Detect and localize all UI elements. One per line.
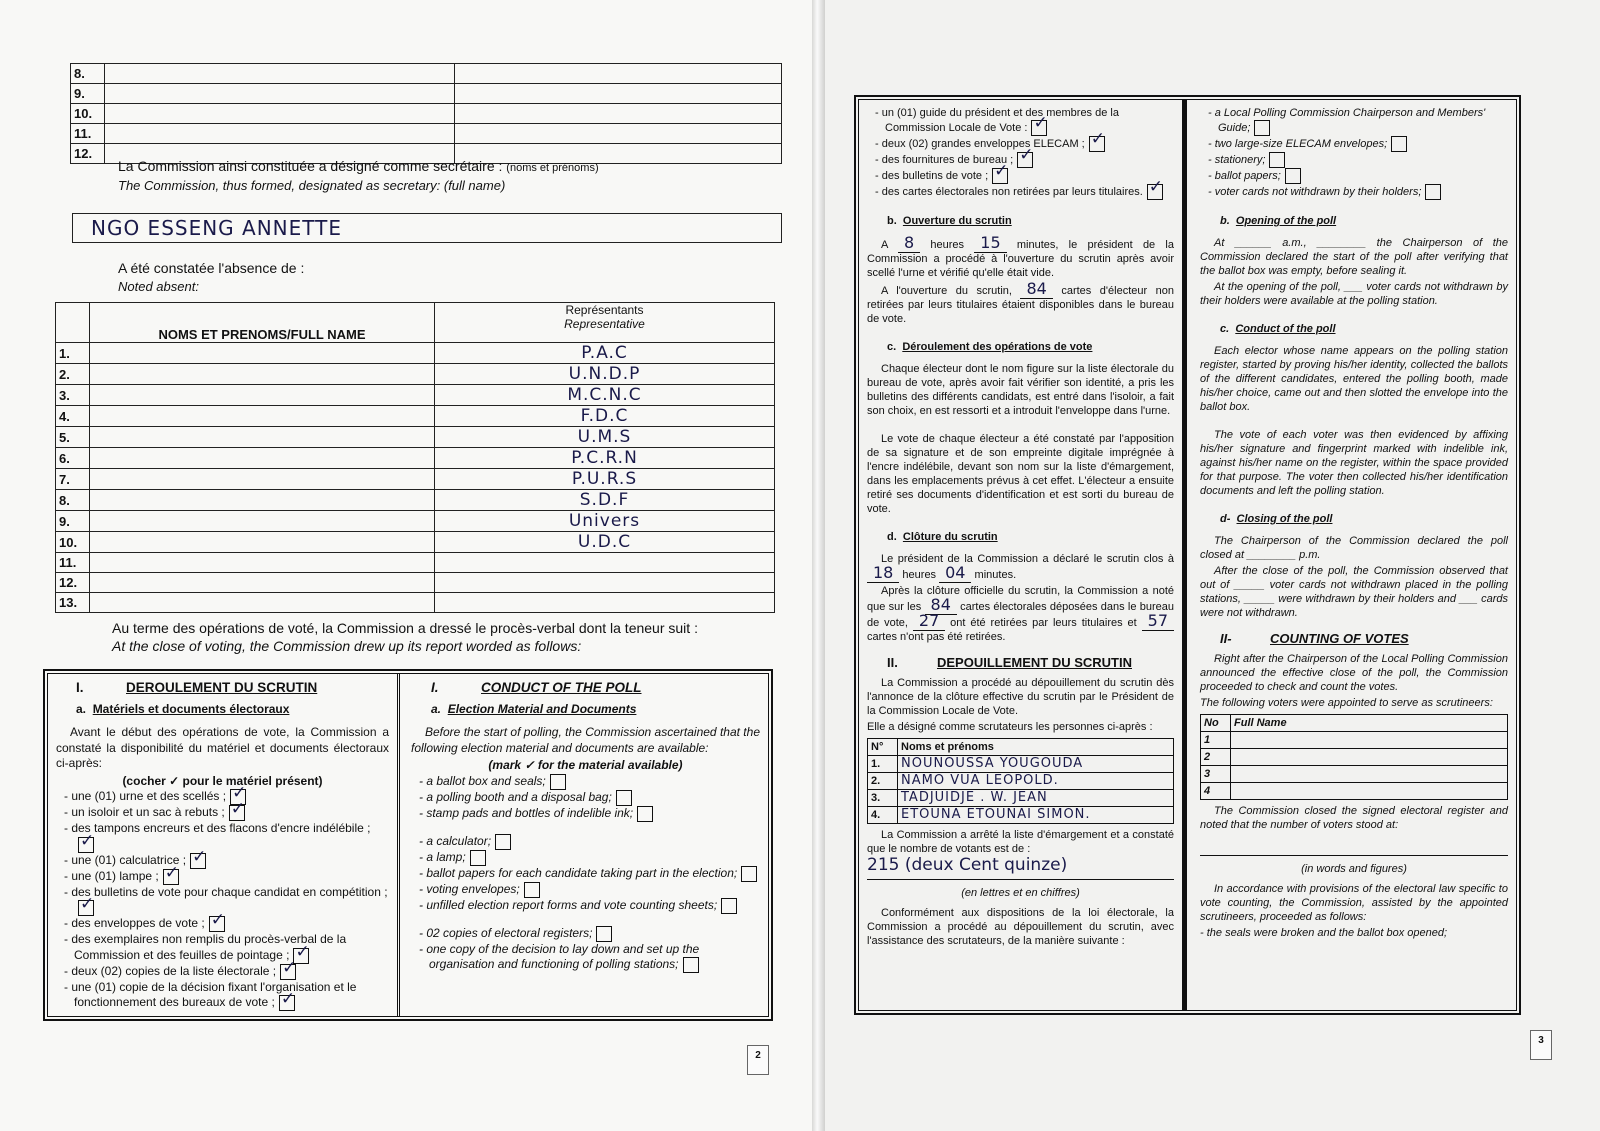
material-item: - des enveloppes de vote ;✓ — [62, 916, 389, 932]
secretary-label-fr: La Commission ainsi constituée a désigné comme secrétaire : (noms et prénoms) — [118, 158, 599, 174]
material-item: - des bulletins de vote pour chaque candidat en compétition ;✓ — [62, 885, 389, 917]
page-number: 3 — [1530, 1030, 1552, 1060]
table-row: 1. NOUNOUSSA YOUGOUDA — [868, 756, 1174, 773]
table-row: 5. U.M.S — [56, 427, 775, 448]
absent-rep-cell[interactable]: U.M.S — [435, 427, 775, 448]
counting-title-fr: II. DEPOUILLEMENT DU SCRUTIN — [887, 655, 1132, 670]
closing-title-fr: d. Clôture du scrutin — [887, 531, 998, 543]
table-row: 8. — [71, 64, 782, 84]
checkbox[interactable] — [1254, 120, 1270, 136]
conduct-paragraph-fr: Le vote de chaque électeur a été constaté par l'apposition de sa signature et de son empreinte digitale imprégnée à l'encre indélébile, devant son nom sur la liste d'émargement, dans les emplacements prévus à cet effet. L'électeur a ensuite retiré ses documents d'identification et est sorti du bureau de vote. — [867, 433, 1174, 515]
table-row: 11. — [56, 553, 775, 573]
conduct-paragraph-fr: Chaque électeur dont le nom figure sur la liste électorale du bureau de vote, après avoir fait vérifier son identité, a pris les bulletins des différents candidats, est entré dans l'isoloir, a fait son choix, en est ressorti et a introduit l'enveloppe dans l'urne. — [867, 363, 1174, 417]
cards-total-field[interactable]: 84 — [925, 595, 957, 615]
counting-title-en: II- COUNTING OF VOTES — [1220, 631, 1409, 646]
checkbox[interactable] — [495, 834, 511, 850]
absent-table — [55, 302, 775, 613]
subsection-title-en: a. Election Material and Documents — [431, 701, 637, 716]
intro-paragraph-en: Before the start of polling, the Commission ascertained that the following election material and documents are available: — [411, 725, 760, 755]
subsection-title-fr: a. Matériels et documents électoraux — [76, 701, 290, 716]
absent-rep-cell[interactable] — [435, 573, 775, 593]
absent-name-cell[interactable] — [90, 511, 435, 532]
absent-rep-cell[interactable]: S.D.F — [435, 490, 775, 511]
checkbox-checked[interactable] — [78, 837, 94, 853]
page-number: 2 — [747, 1045, 769, 1075]
absent-name-cell[interactable] — [90, 593, 435, 613]
report-intro-fr: Au terme des opérations de voté, la Commission a dressé le procès-verbal dont la teneur suit : — [112, 620, 698, 636]
checkbox[interactable] — [637, 806, 653, 822]
material-item: - un (01) guide du président et des membres de la Commission Locale de Vote :✓ — [873, 106, 1174, 136]
material-item: - a Local Polling Commission Chairperson and Members' Guide; — [1206, 106, 1508, 136]
opening-title-en: b. Opening of the poll — [1220, 215, 1337, 227]
section-title-fr: I. DEROULEMENT DU SCRUTIN — [76, 680, 318, 695]
material-item: - ballot papers; — [1206, 168, 1508, 184]
scrutineers-table-fr: N° Noms et prénoms 1. NOUNOUSSA YOUGOUDA 2. NAMO VUA LEOPOLD. 3. TADJUIDJE . W. JEAN 4. ETOUNA ETOUNAI SIMON. — [867, 738, 1174, 824]
absent-name-cell[interactable] — [90, 532, 435, 553]
opening-cards-paragraph-en: At the opening of the poll, ___ voter cards not withdrawn by their holders were available at the polling station. — [1200, 281, 1508, 307]
conduct-title-en: c. Conduct of the poll — [1220, 323, 1336, 335]
table-row: 3. TADJUIDJE . W. JEAN — [868, 790, 1174, 807]
table-row: 8. S.D.F — [56, 490, 775, 511]
table-row: 12. — [56, 573, 775, 593]
absent-rep-cell[interactable]: U.N.D.P — [435, 364, 775, 385]
conduct-paragraph-en: The vote of each voter was then evidenced by affixing his/her signature and fingerprint marked with indelible ink, against his/her name on the register, within the space provided for that purpose. The voter then collected his/her identification documents and left the polling station. — [1200, 429, 1508, 497]
absent-name-cell[interactable] — [90, 385, 435, 406]
book-gutter — [812, 0, 825, 1131]
material-item: - voter cards not withdrawn by their holders; — [1206, 184, 1508, 200]
scrutineer-name-cell[interactable] — [1231, 732, 1508, 749]
material-item: - un isoloir et un sac à rebuts ;✓ — [62, 805, 389, 821]
material-item: - two large-size ELECAM envelopes; — [1206, 136, 1508, 152]
absent-name-cell[interactable] — [90, 448, 435, 469]
scrutineer-name-cell[interactable] — [1231, 783, 1508, 800]
absent-name-cell[interactable] — [90, 573, 435, 593]
member-name-cell[interactable] — [105, 64, 455, 84]
column-english — [1192, 100, 1516, 1010]
material-item: - stationery; — [1206, 152, 1508, 168]
material-item: - des fournitures de bureau ;✓ — [873, 152, 1174, 168]
conduct-of-poll-frame — [44, 670, 772, 1020]
checkbox-checked[interactable] — [1147, 184, 1163, 200]
opening-minutes-field[interactable]: 15 — [974, 233, 1006, 253]
absent-rep-cell[interactable]: P.C.R.N — [435, 448, 775, 469]
checkbox[interactable] — [741, 866, 757, 882]
table-row: 12. — [71, 144, 782, 164]
material-item: - 02 copies of electoral registers; — [417, 926, 760, 942]
checkbox-checked[interactable] — [1089, 136, 1105, 152]
scrutineer-name-cell[interactable]: TADJUIDJE . W. JEAN — [898, 790, 1174, 807]
table-row: 6. P.C.R.N — [56, 448, 775, 469]
table-row: 3 — [1201, 766, 1508, 783]
checkbox-checked[interactable] — [163, 869, 179, 885]
opening-title-fr: b. Ouverture du scrutin — [887, 215, 1012, 227]
checkbox[interactable] — [616, 790, 632, 806]
material-item: - des exemplaires non remplis du procès-verbal de la Commission et des feuilles de pointage ;✓ — [62, 932, 389, 964]
voters-count-field-en[interactable] — [1200, 834, 1508, 856]
cards-not-withdrawn-field[interactable]: 57 — [1142, 611, 1174, 631]
report-intro-en: At the close of voting, the Commission drew up its report worded as follows: — [112, 638, 582, 654]
scrutineers-table-en: No Full Name 1 2 3 4 — [1200, 714, 1508, 800]
member-name-cell[interactable] — [105, 84, 455, 104]
table-row: 3. M.C.N.C — [56, 385, 775, 406]
checkbox[interactable] — [470, 850, 486, 866]
closing-minutes-field[interactable]: 04 — [939, 563, 971, 583]
voters-label-fr: La Commission a arrêté la liste d'émargement et a constaté que le nombre de votants est de : — [867, 829, 1174, 855]
checkbox[interactable] — [1285, 168, 1301, 184]
secretary-name: NGO ESSENG ANNETTE — [91, 216, 342, 240]
member-role-cell[interactable] — [455, 104, 782, 124]
checkbox-checked[interactable] — [78, 900, 94, 916]
table-row: 9. Univers — [56, 511, 775, 532]
member-role-cell[interactable] — [455, 124, 782, 144]
material-item: - une (01) calculatrice ;✓ — [62, 853, 389, 869]
scrutineer-name-cell[interactable]: ETOUNA ETOUNAI SIMON. — [898, 807, 1174, 824]
table-row: 9. — [71, 84, 782, 104]
checkbox-checked[interactable] — [209, 916, 225, 932]
material-item: - unfilled election report forms and vote counting sheets; — [417, 898, 760, 914]
material-item: - a ballot box and seals; — [417, 774, 760, 790]
conduct-title-fr: c. Déroulement des opérations de vote — [887, 341, 1093, 353]
member-role-cell[interactable] — [455, 84, 782, 104]
material-item: - des bulletins de vote ;✓ — [873, 168, 1174, 184]
secretary-field[interactable] — [72, 213, 782, 243]
material-item: - des tampons encreurs et des flacons d'encre indélébile ;✓ — [62, 821, 389, 853]
intro-paragraph-fr: Avant le début des opérations de vote, la Commission a constaté la disponibilité du matériel et documents électoraux ci-après: — [56, 725, 389, 770]
table-row: 1. P.A.C — [56, 343, 775, 364]
scrutineer-name-cell[interactable]: NAMO VUA LEOPOLD. — [898, 773, 1174, 790]
checkbox[interactable] — [1425, 184, 1441, 200]
column-english — [403, 674, 768, 1016]
checkbox[interactable] — [524, 882, 540, 898]
table-row: 10. U.D.C — [56, 532, 775, 553]
table-row: 13. — [56, 593, 775, 613]
voters-hint-fr: (en lettres et en chiffres) — [961, 887, 1080, 899]
checkbox-checked[interactable] — [280, 964, 296, 980]
cards-withdrawn-field[interactable]: 27 — [913, 611, 945, 631]
material-item: - a lamp; — [417, 850, 760, 866]
closing-hours-field[interactable]: 18 — [867, 563, 899, 583]
material-item: - stamp pads and bottles of indelible ink; — [417, 806, 760, 822]
opening-paragraph-fr: A 8 heures 15 minutes, le président de la Commission a procédé à l'ouverture du scrutin après avoir scellé l'urne et vérifié qu'elle était vide. — [867, 233, 1174, 279]
voters-label-en: The Commission closed the signed electoral register and noted that the number of voters stood at: — [1200, 805, 1508, 831]
member-name-cell[interactable] — [105, 104, 455, 124]
member-role-cell[interactable] — [455, 64, 782, 84]
checkbox[interactable] — [596, 926, 612, 942]
absent-name-cell[interactable] — [90, 343, 435, 364]
absent-label-fr: A été constatée l'absence de : — [118, 260, 305, 276]
absent-name-cell[interactable] — [90, 490, 435, 511]
material-item: - a calculator; — [417, 834, 760, 850]
absent-rep-cell[interactable]: P.U.R.S — [435, 469, 775, 490]
counting-procedure-en: In accordance with provisions of the electoral law specific to vote counting, the Commission, assisted by the appointed scrutineers, proceeded as follows: — [1200, 883, 1508, 923]
table-row: 2 — [1201, 749, 1508, 766]
section-title-en: I. CONDUCT OF THE POLL — [431, 680, 642, 695]
checkbox-checked[interactable] — [1031, 120, 1047, 136]
counting-procedure-fr: Conformément aux dispositions de la loi électorale, la Commission a procédé au dépouillement du scrutin, avec l'assistance des scrutateurs, de la manière suivante : — [867, 907, 1174, 947]
absent-name-cell[interactable] — [90, 406, 435, 427]
material-item: - une (01) lampe ;✓ — [62, 869, 389, 885]
closing-paragraph-fr: Le président de la Commission a déclaré le scrutin clos à 18 heures 04 minutes. — [867, 552, 1174, 582]
closing-paragraph-en: The Chairperson of the Commission declared the poll closed at ________ p.m. — [1200, 535, 1508, 561]
column-header-representative: Représentants Representative — [435, 303, 775, 343]
absent-label-en: Noted absent: — [118, 279, 199, 294]
absent-name-cell[interactable] — [90, 553, 435, 573]
counting-scrutineers-label-fr: Elle a désigné comme scrutateurs les personnes ci-après : — [867, 721, 1153, 733]
material-item: - voting envelopes; — [417, 882, 760, 898]
conduct-paragraph-en: Each elector whose name appears on the polling station register, started by proving his/her identity, collected the ballots of the different candidates, entered the polling booth, made his/her choice, came out and then slotted the envelope into the ballot box. — [1200, 345, 1508, 413]
material-item: - one copy of the decision to lay down and set up the organisation and functioning of polling stations; — [419, 941, 700, 972]
absent-name-cell[interactable] — [90, 469, 435, 490]
table-row: 2. U.N.D.P — [56, 364, 775, 385]
closing-title-en: d- Closing of the poll — [1220, 513, 1333, 525]
mark-hint-fr: (cocher ✓ pour le matériel présent) — [122, 773, 323, 788]
absent-name-cell[interactable] — [90, 427, 435, 448]
scrutineer-name-cell[interactable] — [1231, 766, 1508, 783]
mark-hint-en: (mark ✓ for the material available) — [488, 758, 683, 772]
checkbox[interactable] — [1391, 136, 1407, 152]
checkbox[interactable] — [721, 898, 737, 914]
scrutineer-name-cell[interactable] — [1231, 749, 1508, 766]
absent-rep-cell[interactable] — [435, 593, 775, 613]
counting-paragraph-fr: La Commission a procédé au dépouillement du scrutin dès l'annonce de la clôture effective du scrutin par le Président de la Commission Locale de Vote. — [867, 677, 1174, 717]
opening-cards-field[interactable]: 84 — [1020, 279, 1052, 299]
material-item: - ballot papers for each candidate taking part in the election; — [417, 866, 760, 882]
members-table — [70, 63, 782, 164]
checkbox[interactable] — [550, 774, 566, 790]
checkbox-checked[interactable] — [229, 805, 245, 821]
absent-rep-cell[interactable] — [435, 553, 775, 573]
material-item: - une (01) copie de la décision fixant l'organisation et le fonctionnement des bureaux de vote ;✓ — [62, 980, 389, 1012]
voters-count-field[interactable]: 215 (deux Cent quinze) — [867, 858, 1174, 880]
table-row: 4. ETOUNA ETOUNAI SIMON. — [868, 807, 1174, 824]
opening-paragraph-en: At ______ a.m., ________ the Chairperson of the Commission declared the start of the poll after verifying that the ballot box was empty, before sealing it. — [1200, 237, 1508, 277]
table-row: 4. F.D.C — [56, 406, 775, 427]
absent-rep-cell[interactable]: Univers — [435, 511, 775, 532]
material-item: - a polling booth and a disposal bag; — [417, 790, 760, 806]
member-name-cell[interactable] — [105, 124, 455, 144]
table-row: 4 — [1201, 783, 1508, 800]
absent-rep-cell[interactable]: P.A.C — [435, 343, 775, 364]
absent-rep-cell[interactable]: M.C.N.C — [435, 385, 775, 406]
absent-rep-cell[interactable]: U.D.C — [435, 532, 775, 553]
counting-frame — [855, 96, 1520, 1014]
checkbox[interactable] — [683, 957, 699, 973]
closing-cards-paragraph-fr: Après la clôture officielle du scrutin, la Commission a noté que sur les 84 cartes électorales déposées dans le bureau de vote, 27 ont été retirées par leurs titulaires et 57 cartes n'ont pas été retirées. — [867, 585, 1175, 643]
counting-step-en: - the seals were broken and the ballot box opened; — [1200, 927, 1448, 939]
material-item: - deux (02) grandes enveloppes ELECAM ;✓ — [873, 136, 1174, 152]
material-item: - une (01) urne et des scellés ;✓ — [62, 789, 389, 805]
secretary-label-en: The Commission, thus formed, designated as secretary: (full name) — [118, 178, 506, 193]
column-french — [859, 100, 1187, 1010]
material-item: - des cartes électorales non retirées par leurs titulaires.✓ — [873, 184, 1174, 200]
counting-paragraph-en: Right after the Chairperson of the Local Polling Commission announced the effective close of the poll, the Commission proceeded to check and count the votes. — [1200, 653, 1508, 693]
checkbox-checked[interactable] — [992, 168, 1008, 184]
opening-hours-field[interactable]: 8 — [898, 233, 920, 253]
checkbox-checked[interactable] — [1017, 152, 1033, 168]
checkbox[interactable] — [1269, 152, 1285, 168]
table-row: 1 — [1201, 732, 1508, 749]
voters-hint-en: (in words and figures) — [1301, 863, 1407, 875]
table-row: 7. P.U.R.S — [56, 469, 775, 490]
counting-scrutineers-label-en: The following voters were appointed to serve as scrutineers: — [1200, 697, 1493, 709]
table-row: 2. NAMO VUA LEOPOLD. — [868, 773, 1174, 790]
absent-name-cell[interactable] — [90, 364, 435, 385]
closing-cards-paragraph-en: After the close of the poll, the Commission observed that out of _____ voter cards not withdrawn placed in the polling stations, _____ were withdrawn by their holders and ___ cards were not withdrawn. — [1200, 565, 1508, 619]
column-header-name: NOMS ET PRENOMS/FULL NAME — [90, 303, 435, 343]
checkbox-checked[interactable] — [190, 853, 206, 869]
checkbox-checked[interactable] — [279, 995, 295, 1011]
material-item: - deux (02) copies de la liste électorale ;✓ — [62, 964, 389, 980]
absent-rep-cell[interactable]: F.D.C — [435, 406, 775, 427]
table-row: 11. — [71, 124, 782, 144]
column-french — [48, 674, 400, 1016]
opening-cards-paragraph-fr: A l'ouverture du scrutin, 84 cartes d'électeur non retirées par leurs titulaires étaient disponibles dans le bureau de vote. — [867, 279, 1175, 325]
scrutineer-name-cell[interactable]: NOUNOUSSA YOUGOUDA — [898, 756, 1174, 773]
table-row: 10. — [71, 104, 782, 124]
